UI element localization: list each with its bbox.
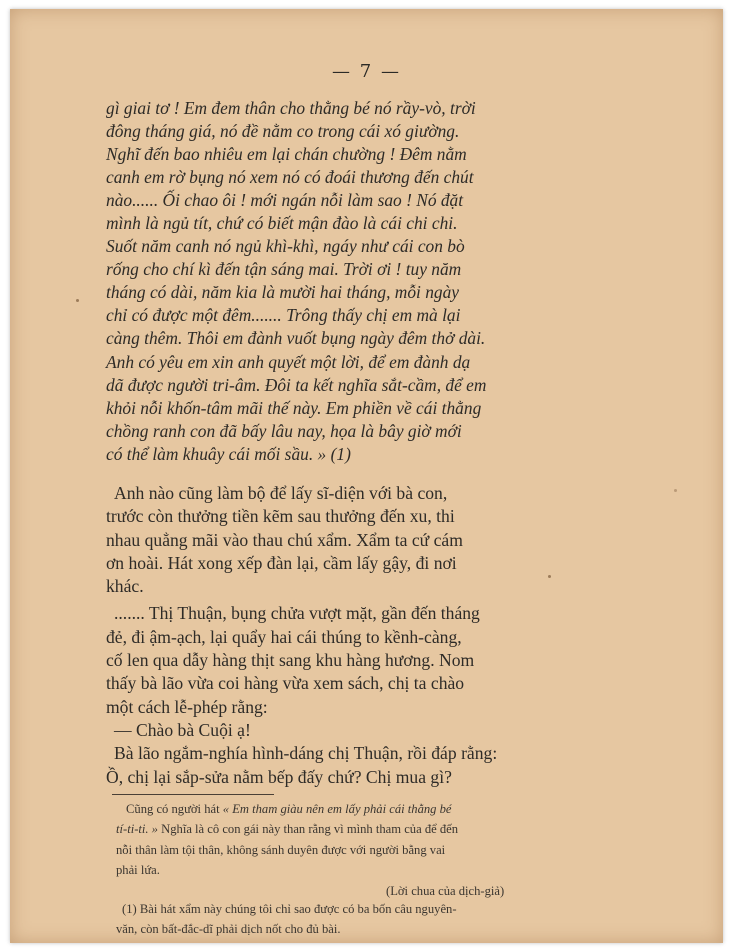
poem-line: rống cho chí kì đến tận sáng mai. Trời ơi ! tuy năm — [106, 259, 462, 280]
poem-line: chồng ranh con đã bấy lâu nay, họa là bây giờ mới — [106, 420, 462, 441]
prose-line: Bà lão ngắm-nghía hình-dáng chị Thuận, rồi đáp rằng: — [114, 743, 498, 764]
prose-line: ơn hoài. Hát xong xếp đàn lại, cầm lấy gậy, đi nơi — [106, 552, 457, 573]
poem-line: chỉ có được một đêm....... Trông thấy chị em mà lại — [106, 305, 461, 326]
footnote-line: nỗi thân làm tội thân, không sánh duyên được với người bằng vai — [116, 842, 446, 857]
translator-footnote — [116, 799, 606, 901]
poem-line: Suốt năm canh nó ngủ khì-khì, ngáy như cái con bò — [106, 236, 465, 257]
poem-line: dã được người tri-âm. Đôi ta kết nghĩa sắt-cầm, để em — [106, 374, 487, 395]
poem-line: Nghĩ đến bao nhiêu em lại chán chường ! Đêm nằm — [106, 144, 467, 165]
poem-line: nào...... Ối chao ôi ! mới ngán nỗi làm sao ! Nó đặt — [106, 190, 464, 211]
poem-line: Anh có yêu em xin anh quyết một lời, để em đành dạ — [106, 351, 471, 372]
prose-line: khác. — [106, 576, 144, 597]
poem-line: mình là ngủ tít, chứ có biết mận đào là cái chi chi. — [106, 213, 458, 234]
footnote-line: phải lứa. — [116, 863, 160, 878]
page-number: — 7 — — [332, 61, 401, 82]
prose-line: ....... Thị Thuận, bụng chửa vượt mặt, gần đến tháng — [114, 603, 480, 624]
poem-block — [106, 97, 606, 466]
prose-line: thấy bà lão vừa coi hàng vừa xem sách, chị ta chào — [106, 673, 465, 694]
dialogue-line: — Chào bà Cuội ạ! — [114, 719, 251, 740]
footnote-divider — [112, 794, 274, 795]
footnote-line: (1) Bài hát xẩm này chúng tôi chỉ sao được có ba bốn câu nguyên- — [122, 902, 457, 916]
source-footnote — [116, 899, 606, 939]
prose-line: Ồ, chị lại sắp-sửa nằm bếp đấy chứ? Chị mua gì? — [106, 766, 452, 787]
book-page — [10, 9, 723, 943]
prose-line: Anh nào cũng làm bộ để lấy sĩ-diện với bà con, — [114, 483, 448, 503]
poem-line: có thể làm khuây cái mối sầu. » (1) — [106, 443, 351, 464]
poem-line: khỏi nỗi khốn-tâm mãi thế này. Em phiền về cái thằng — [106, 397, 482, 418]
footnote-line: văn, còn bất-đắc-dĩ phải dịch nốt cho đủ bài. — [116, 922, 341, 936]
footnote-signature: (Lời chua của dịch-giả) — [386, 883, 505, 898]
poem-line: gì giai tơ ! Em đem thân cho thằng bé nó rầy-vò, trời — [106, 98, 476, 118]
prose-line: nhau quẳng mãi vào thau chú xẩm. Xẩm ta cứ cám — [106, 529, 463, 550]
poem-line: đông tháng giá, nó đề nằm co trong cái xó giường. — [106, 121, 460, 142]
prose-line: một cách lễ-phép rằng: — [106, 696, 268, 717]
footnote-text: Nghĩa là cô con gái này than rằng vì mình tham của để đến — [157, 822, 459, 837]
footnote-line — [116, 819, 606, 839]
poem-line: càng thêm. Thôi em đành vuốt bụng ngày đêm thở dài. — [106, 328, 486, 349]
poem-line: tháng có dài, năm kia là mười hai tháng, mỗi ngày — [106, 282, 460, 303]
poem-line: canh em rờ bụng nó xem nó có đoái thương đến chút — [106, 167, 474, 188]
footnote-text: Cũng có người hát — [126, 802, 223, 816]
prose-block — [106, 482, 606, 789]
paper-speck — [548, 575, 551, 578]
prose-line: đẻ, đi ậm-ạch, lại quẩy hai cái thúng to kềnh-càng, — [106, 626, 462, 647]
prose-line: trước còn thưởng tiền kẽm sau thưởng đến xu, thi — [106, 506, 455, 527]
paper-speck — [76, 299, 79, 302]
paper-speck — [674, 489, 677, 492]
footnote-line — [116, 799, 606, 819]
prose-line: cố len qua dẫy hàng thịt sang khu hàng hương. Nom — [106, 650, 475, 671]
footnote-quote: tí-ti-ti. » — [116, 822, 158, 837]
footnote-quote: « Em tham giàu nên em lấy phải cái thằng bé — [222, 802, 452, 816]
